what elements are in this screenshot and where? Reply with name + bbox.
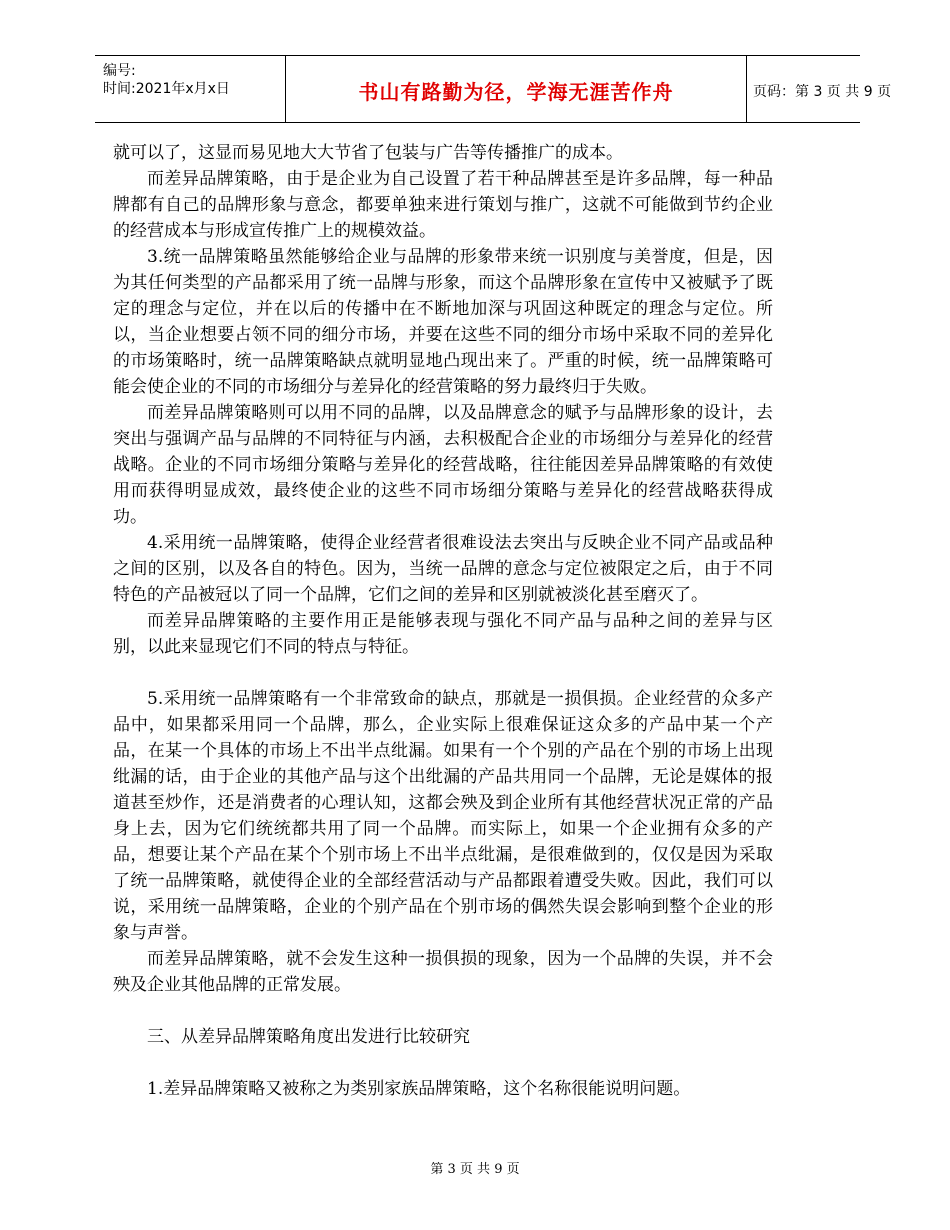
body-paragraph: 而差异品牌策略的主要作用正是能够表现与强化不同产品与品种之间的差异与区别，以此来显现它们不同的特点与特征。 (113, 611, 773, 657)
document-number-label: 编号: (103, 63, 136, 79)
body-paragraph: 而差异品牌策略则可以用不同的品牌，以及品牌意念的赋予与品牌形象的设计，去突出与强调产品与品牌的不同特征与内涵，去积极配合企业的市场细分与差异化的经营战略。企业的不同市场细分策略与差异化的经营战略，往往能因差异品牌策略的有效使用而获得明显成效，最终使企业的这些不同市场细分策略与差异化的经营战略获得成功。 (113, 403, 773, 527)
page-footer: 第 3 页 共 9 页 (430, 1162, 520, 1177)
paragraph-spacer (113, 660, 773, 686)
header-page-cell (745, 56, 892, 122)
body-paragraph: 4.采用统一品牌策略，使得企业经营者很难设法去突出与反映企业不同产品或品种之间的区别，以及各自的特色。因为，当统一品牌的意念与定位被限定之后，由于不同特色的产品被冠以了同一个品牌，它们之间的差异和区别就被淡化甚至磨灭了。 (113, 533, 773, 605)
body-paragraph: 而差异品牌策略，由于是企业为自己设置了若干种品牌甚至是许多品牌，每一种品牌都有自己的品牌形象与意念，都要单独来进行策划与推广，这就不可能做到节约企业的经营成本与形成宣传推广上的规模效益。 (113, 169, 773, 241)
header-motto-cell (285, 56, 747, 122)
body-paragraph: 5.采用统一品牌策略有一个非常致命的缺点，那就是一损俱损。企业经营的众多产品中，如果都采用同一个品牌，那么，企业实际上很难保证这众多的产品中某一个产品，在某一个具体的市场上不出半点纰漏。如果有一个个别的产品在个别的市场上出现纰漏的话，由于企业的其他产品与这个出纰漏的产品共用同一个品牌，无论是媒体的报道甚至炒作，还是消费者的心理认知，这都会殃及到企业所有其他经营状况正常的产品身上去，因为它们统统都共用了同一个品牌。而实际上，如果一个企业拥有众多的产品，想要让某个产品在某个个别市场上不出半点纰漏，是很难做到的，仅仅是因为采取了统一品牌策略，就使得企业的全部经营活动与产品都跟着遭受失败。因此，我们可以说，采用统一品牌策略，企业的个别产品在个别市场的偶然失误会影响到整个企业的形象与声誉。 (113, 689, 773, 943)
body-paragraph: 3.统一品牌策略虽然能够给企业与品牌的形象带来统一识别度与美誉度，但是，因为其任何类型的产品都采用了统一品牌与形象，而这个品牌形象在宣传中又被赋予了既定的理念与定位，并在以后的传播中在不断地加深与巩固这种既定的理念与定位。所以，当企业想要占领不同的细分市场，并要在这些不同的细分市场中采取不同的差异化的市场策略时，统一品牌策略缺点就明显地凸现出来了。严重的时候，统一品牌策略可能会使企业的不同的市场细分与差异化的经营策略的努力最终归于失败。 (113, 247, 773, 397)
body-paragraph: 而差异品牌策略，就不会发生这种一损俱损的现象，因为一个品牌的失误，并不会殃及企业其他品牌的正常发展。 (113, 949, 773, 995)
paragraph-spacer (113, 998, 773, 1024)
page-header (95, 55, 892, 123)
paragraph-spacer (113, 1050, 773, 1076)
header-page-info: 页码：第 3 页 共 9 页 (753, 84, 892, 100)
document-body (113, 140, 773, 1102)
body-paragraph: 三、从差异品牌策略角度出发进行比较研究 (147, 1027, 470, 1047)
document-time-label: 时间:2021年x月x日 (103, 81, 230, 97)
body-paragraph: 就可以了，这显而易见地大大节省了包装与广告等传播推广的成本。 (113, 143, 623, 163)
header-meta (95, 56, 285, 122)
header-motto: 书山有路勤为径，学海无涯苦作舟 (358, 80, 674, 104)
body-paragraph: 1.差异品牌策略又被称之为类别家族品牌策略，这个名称很能说明问题。 (147, 1079, 691, 1099)
